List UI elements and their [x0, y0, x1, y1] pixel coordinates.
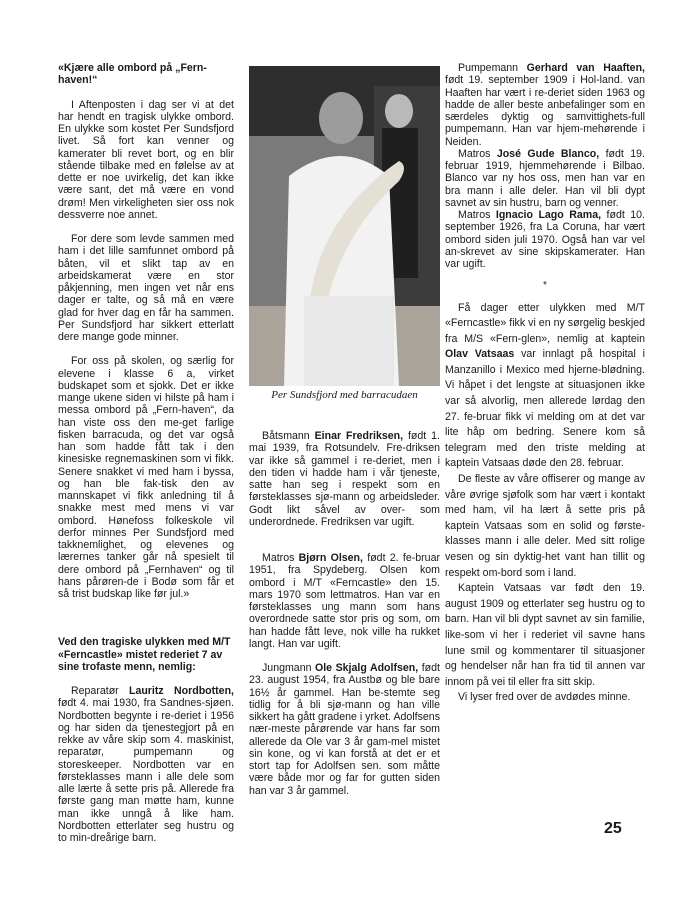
- van-haaften-name: Gerhard van Haaften,: [526, 62, 645, 74]
- letter-paragraph-3: For oss på skolen, og særlig for elevene i klasse 6 a, virket budskapet som et sjokk. Det er ikke mange ukene siden vi hilste på ham i messa ombord på „Fern-haven“, da han viste oss den me-get farlige fisken barracuda, og det var også han som hadde fått tak i den kinesiske regnemaskinen som vi fikk. Senere snakket vi med ham i byssa, og han ble fak-tisk den av mannskapet vi fikk anledning til å snakke mest med mens vi var ombord. Hønefoss folkeskole vil derfor minnes Per Sundsfjord med takknemlighet, og elevenes og lærernes tanker går nå spesielt til dere ombord på „Fernhaven“ og til hans pårøren-de i Bodø som får et så trist budskap like før jul.»: [58, 355, 234, 600]
- vatsaas-name: Olav Vatsaas: [445, 348, 515, 361]
- obituary-adolfsen: [249, 662, 440, 797]
- letter-heading: «Kjære alle ombord på „Fern-haven!“: [58, 62, 207, 87]
- blanco-title: Matros: [458, 147, 497, 160]
- fredriksen-name: Einar Fredriksen,: [314, 430, 404, 442]
- fredriksen-text: født 1. mai 1939, fra Rotsundelv. Fre-driksen var ikke så gammel i re-deriet, men i den tiden vi hadde ham i vår tjeneste, satte han seg i respekt som en førsteklasses sjø-mann og arbeidsleder. Godt likt såvel av over- som underordnede. Fredriksen var ugift.: [249, 430, 440, 528]
- obituary-nordbotten: [58, 685, 234, 844]
- vatsaas-intro: Få dager etter ulykken med M/T «Ferncastle» fikk vi en ny sørgelig beskjed fra M/S «Fern-glen», nemlig at kaptein: [445, 301, 645, 345]
- olsen-title: Matros: [262, 552, 299, 564]
- letter-paragraph-2: For dere som levde sammen med ham i det lille samfunnet ombord på båten, vil et slikt tap av en arbeidskamerat være en stor påkjenning, men ingen vet når ens dager er talte, og så må en være glad for hver dag en får ha sammen. Per Sundsfjord har sikkert etterlatt dere mange gode minner.: [58, 233, 234, 343]
- rama-text: født 10. september 1926, fra La Coruna, har vært ombord siden juli 1970. Også han var vel an-skrevet av sine skipskamerater. Han var ugift.: [445, 209, 645, 270]
- vatsaas-paragraph-4: Vi lyser fred over de avdødes minne.: [458, 691, 631, 704]
- obituary-olsen: [249, 552, 440, 650]
- nordbotten-title: Reparatør: [71, 685, 129, 697]
- photo-illustration: [249, 66, 440, 386]
- vatsaas-paragraph-2: De fleste av våre offiserer og mange av våre øvrige sjøfolk som har vært i kontakt med ham, vil ha lært å sette pris på kaptein Vatsaas som en solid og første-klasses mann i alle deler. Med sitt rolige vesen og sin dyktig-het vant han tillit og respekt om-bord som i land.: [445, 473, 645, 579]
- vatsaas-paragraph-3: Kaptein Vatsaas var født den 19. august 1909 og etterlater seg hustru og to barn. Han vil bli dypt savnet av sin familie, like-som vi her i rederiet vil savne hans lune smil og kommentarer til situasjoner og hendelser når han fra tid til annen var innom på vei til eller fra sitt skip.: [445, 582, 645, 688]
- van-haaften-title: Pumpemann: [458, 62, 527, 74]
- obituary-heading: Ved den tragiske ulykken med M/T «Ferncastle» mistet rederiet 7 av sine trofaste menn, nemlig:: [58, 636, 231, 673]
- column-right: [445, 62, 645, 706]
- nordbotten-name: Lauritz Nordbotten,: [128, 685, 234, 697]
- olsen-name: Bjørn Olsen,: [298, 552, 363, 564]
- page-number: 25: [604, 820, 622, 837]
- obituary-blanco: [445, 148, 645, 209]
- letter-paragraph-1: I Aftenposten i dag ser vi at det har hendt en tragisk ulykke ombord. En ulykke som kostet Per Sundsfjord livet. Så fort kan venner og kamerater bli revet bort, og en blir stående tilbake med en følelse av at dette er noe uvirkelig, det kan ikke være sant, det må være en vond drøm! Men virkeligheten sier oss nok dessverre noe annet.: [58, 98, 234, 221]
- nordbotten-text: født 4. mai 1930, fra Sandnes-sjøen. Nordbotten begynte i re-deriet i 1956 og har siden da tjenestegjort på en rekke av våre skip som 4. maskinist, reparatør, pumpemann og storeskeeper. Nordbotten var en førsteklasses mann i alle dele som alle lærte å sette pris på. Allerede fra første gang man møtte ham, kunne man ikke unngå å like ham. Nordbotten etterlater seg hustru og to min-dreårige barn.: [58, 697, 234, 844]
- blanco-name: José Gude Blanco,: [496, 147, 600, 160]
- adolfsen-title: Jungmann: [262, 662, 315, 674]
- olsen-text: født 2. fe-bruar 1951, fra Spydeberg. Olsen kom ombord i M/T «Ferncastle» den 15. mars 1970 som lettmatros. Han var en førsteklasses ung mann som hans overordnede satte stor pris og som, om han hadde fått leve, nok ville ha rukket langt. Han var ugift.: [249, 552, 440, 650]
- adolfsen-name: Ole Skjalg Adolfsen,: [315, 662, 419, 674]
- obituary-fredriksen: [249, 430, 440, 528]
- column-left: [58, 62, 234, 844]
- photo-caption: Per Sundsfjord med barracudaen: [271, 389, 418, 401]
- rama-title: Matros: [458, 209, 496, 221]
- rama-name: Ignacio Lago Rama,: [495, 209, 602, 221]
- vatsaas-paragraph-1: [445, 301, 645, 473]
- column-middle: [249, 430, 440, 797]
- section-divider-star: *: [543, 280, 547, 292]
- obituary-van-haaften: [445, 62, 645, 148]
- adolfsen-text: født 23. august 1954, fra Austbø og ble bare 16½ år gammel. Han be-stemte seg tidlig for å bli sjø-mann og han ville sikkert ha gått gradene i yrket. Adolfsens nær-meste pårørende var hans far som allerede da Ole var 3 år gam-mel mistet sin kone, og vi kan forstå at det er et stort tap for Adolfsen sen. som måtte være både mor og far for gutten siden han var 3 år gammel.: [249, 662, 440, 797]
- blanco-text: født 19. februar 1919, hjemmehørende i Bilbao. Blanco var ny hos oss, men han var en bra mann i alle deler. Han vil bli dypt savnet av sin hustru, barn og venner.: [445, 147, 645, 209]
- fredriksen-title: Båtsmann: [262, 430, 315, 442]
- photo-per-sundsfjord: [249, 66, 440, 386]
- vatsaas-text: var innlagt på hospital i Manzanillo i Mexico med hjerne-blødning. Vi håpet i det lengste at situasjonen ikke var så alvorlig, men allerede lørdag den 27. fe-bruar fikk vi melding om at det var lite håp om bedring. Senere kom så telegram med den triste melding at kaptein Vatsaas døde den 28. februar.: [445, 348, 645, 470]
- van-haaften-text: født 19. september 1909 i Hol-land. van Haaften har vært i re-deriet siden 1963 og hadde de aller beste anbefalinger som en særdeles dyktig og samvittighets-full pumpemann. Han var hjem-mehørende i Neiden.: [445, 74, 645, 148]
- obituary-rama: [445, 209, 645, 270]
